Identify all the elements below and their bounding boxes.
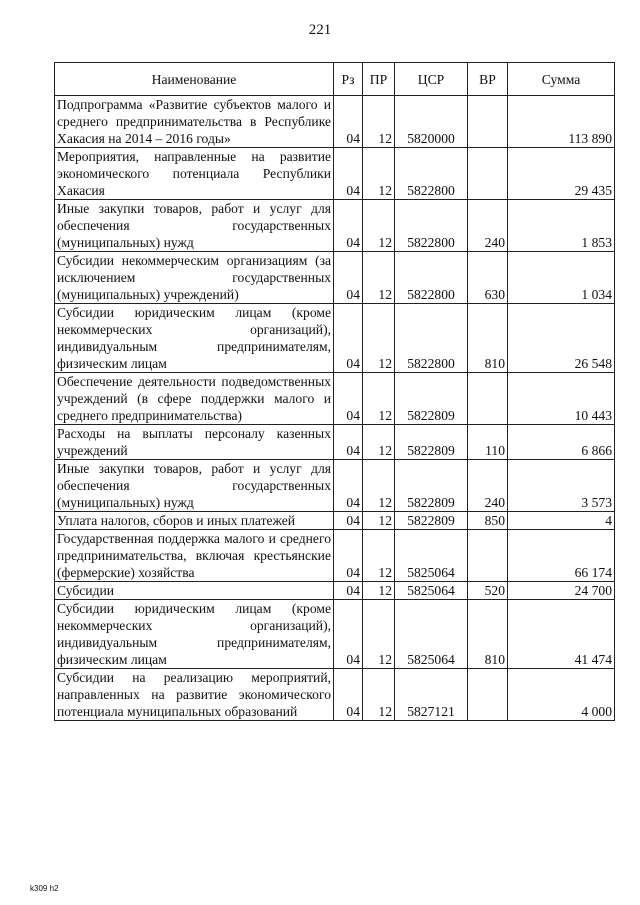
header-vr: ВР xyxy=(468,63,508,96)
row-sum: 26 548 xyxy=(508,304,615,373)
row-name: Обеспечение деятельности подведомственных учреждений (в сфере поддержки малого и среднего предпринимательства) xyxy=(55,373,334,425)
row-rz: 04 xyxy=(334,600,363,669)
row-csr: 5822800 xyxy=(395,304,468,373)
page-number: 221 xyxy=(308,22,332,38)
row-sum: 4 xyxy=(508,512,615,530)
table-row xyxy=(55,512,615,530)
row-rz: 04 xyxy=(334,460,363,512)
row-vr: 630 xyxy=(468,252,508,304)
row-sum: 24 700 xyxy=(508,582,615,600)
row-vr xyxy=(468,669,508,721)
row-rz: 04 xyxy=(334,252,363,304)
header-csr: ЦСР xyxy=(395,63,468,96)
row-csr: 5822809 xyxy=(395,425,468,460)
row-name: Субсидии на реализацию мероприятий, направленных на развитие экономического потенциала муниципальных образований xyxy=(55,669,334,721)
row-sum: 29 435 xyxy=(508,148,615,200)
row-csr: 5822809 xyxy=(395,512,468,530)
row-name: Субсидии юридическим лицам (кроме некоммерческих организаций), индивидуальным предпринимателям, физическим лицам xyxy=(55,600,334,669)
row-sum: 1 853 xyxy=(508,200,615,252)
row-pr: 12 xyxy=(363,96,395,148)
row-rz: 04 xyxy=(334,200,363,252)
row-rz: 04 xyxy=(334,148,363,200)
row-pr: 12 xyxy=(363,460,395,512)
row-rz: 04 xyxy=(334,530,363,582)
row-vr xyxy=(468,148,508,200)
table-row xyxy=(55,582,615,600)
row-vr: 810 xyxy=(468,304,508,373)
row-sum: 41 474 xyxy=(508,600,615,669)
table-row xyxy=(55,200,615,252)
row-name: Уплата налогов, сборов и иных платежей xyxy=(55,512,334,530)
row-rz: 04 xyxy=(334,373,363,425)
row-vr xyxy=(468,96,508,148)
row-pr: 12 xyxy=(363,373,395,425)
row-csr: 5822800 xyxy=(395,252,468,304)
row-vr: 850 xyxy=(468,512,508,530)
row-vr xyxy=(468,373,508,425)
row-rz: 04 xyxy=(334,96,363,148)
row-pr: 12 xyxy=(363,600,395,669)
row-rz: 04 xyxy=(334,304,363,373)
row-vr: 240 xyxy=(468,200,508,252)
row-csr: 5825064 xyxy=(395,530,468,582)
row-name: Субсидии xyxy=(55,582,334,600)
table-row xyxy=(55,530,615,582)
row-csr: 5822809 xyxy=(395,460,468,512)
row-pr: 12 xyxy=(363,304,395,373)
row-pr: 12 xyxy=(363,425,395,460)
table-row xyxy=(55,373,615,425)
row-sum: 1 034 xyxy=(508,252,615,304)
header-name: Наименование xyxy=(55,63,334,96)
row-rz: 04 xyxy=(334,425,363,460)
row-sum: 3 573 xyxy=(508,460,615,512)
row-name: Государственная поддержка малого и среднего предпринимательства, включая крестьянские (фермерские) хозяйства xyxy=(55,530,334,582)
row-name: Иные закупки товаров, работ и услуг для обеспечения государственных (муниципальных) нужд xyxy=(55,460,334,512)
row-name: Расходы на выплаты персоналу казенных учреждений xyxy=(55,425,334,460)
row-vr: 520 xyxy=(468,582,508,600)
table-row xyxy=(55,600,615,669)
table-row xyxy=(55,252,615,304)
table-row xyxy=(55,148,615,200)
row-vr: 110 xyxy=(468,425,508,460)
row-csr: 5827121 xyxy=(395,669,468,721)
table-row xyxy=(55,96,615,148)
footer-code: k309 h2 xyxy=(30,884,59,893)
table-row xyxy=(55,425,615,460)
row-vr: 240 xyxy=(468,460,508,512)
row-rz: 04 xyxy=(334,582,363,600)
table-row xyxy=(55,304,615,373)
row-sum: 6 866 xyxy=(508,425,615,460)
row-name: Подпрограмма «Развитие субъектов малого и среднего предпринимательства в Республике Хакасия на 2014 – 2016 годы» xyxy=(55,96,334,148)
row-name: Субсидии юридическим лицам (кроме некоммерческих организаций), индивидуальным предпринимателям, физическим лицам xyxy=(55,304,334,373)
header-sum: Сумма xyxy=(508,63,615,96)
row-name: Мероприятия, направленные на развитие экономического потенциала Республики Хакасия xyxy=(55,148,334,200)
table-row xyxy=(55,460,615,512)
row-pr: 12 xyxy=(363,148,395,200)
table-row xyxy=(55,669,615,721)
row-pr: 12 xyxy=(363,669,395,721)
row-pr: 12 xyxy=(363,512,395,530)
row-sum: 4 000 xyxy=(508,669,615,721)
row-pr: 12 xyxy=(363,200,395,252)
row-csr: 5820000 xyxy=(395,96,468,148)
row-csr: 5822809 xyxy=(395,373,468,425)
row-vr xyxy=(468,530,508,582)
row-sum: 66 174 xyxy=(508,530,615,582)
row-name: Субсидии некоммерческим организациям (за исключением государственных (муниципальных) учреждений) xyxy=(55,252,334,304)
row-pr: 12 xyxy=(363,252,395,304)
row-pr: 12 xyxy=(363,582,395,600)
row-vr: 810 xyxy=(468,600,508,669)
row-csr: 5825064 xyxy=(395,600,468,669)
table-header-row xyxy=(55,63,615,96)
row-csr: 5822800 xyxy=(395,148,468,200)
row-name: Иные закупки товаров, работ и услуг для обеспечения государственных (муниципальных) нужд xyxy=(55,200,334,252)
row-pr: 12 xyxy=(363,530,395,582)
row-sum: 10 443 xyxy=(508,373,615,425)
budget-table xyxy=(54,62,615,721)
row-csr: 5825064 xyxy=(395,582,468,600)
row-rz: 04 xyxy=(334,669,363,721)
row-sum: 113 890 xyxy=(508,96,615,148)
row-csr: 5822800 xyxy=(395,200,468,252)
header-pr: ПР xyxy=(363,63,395,96)
row-rz: 04 xyxy=(334,512,363,530)
header-rz: Рз xyxy=(334,63,363,96)
